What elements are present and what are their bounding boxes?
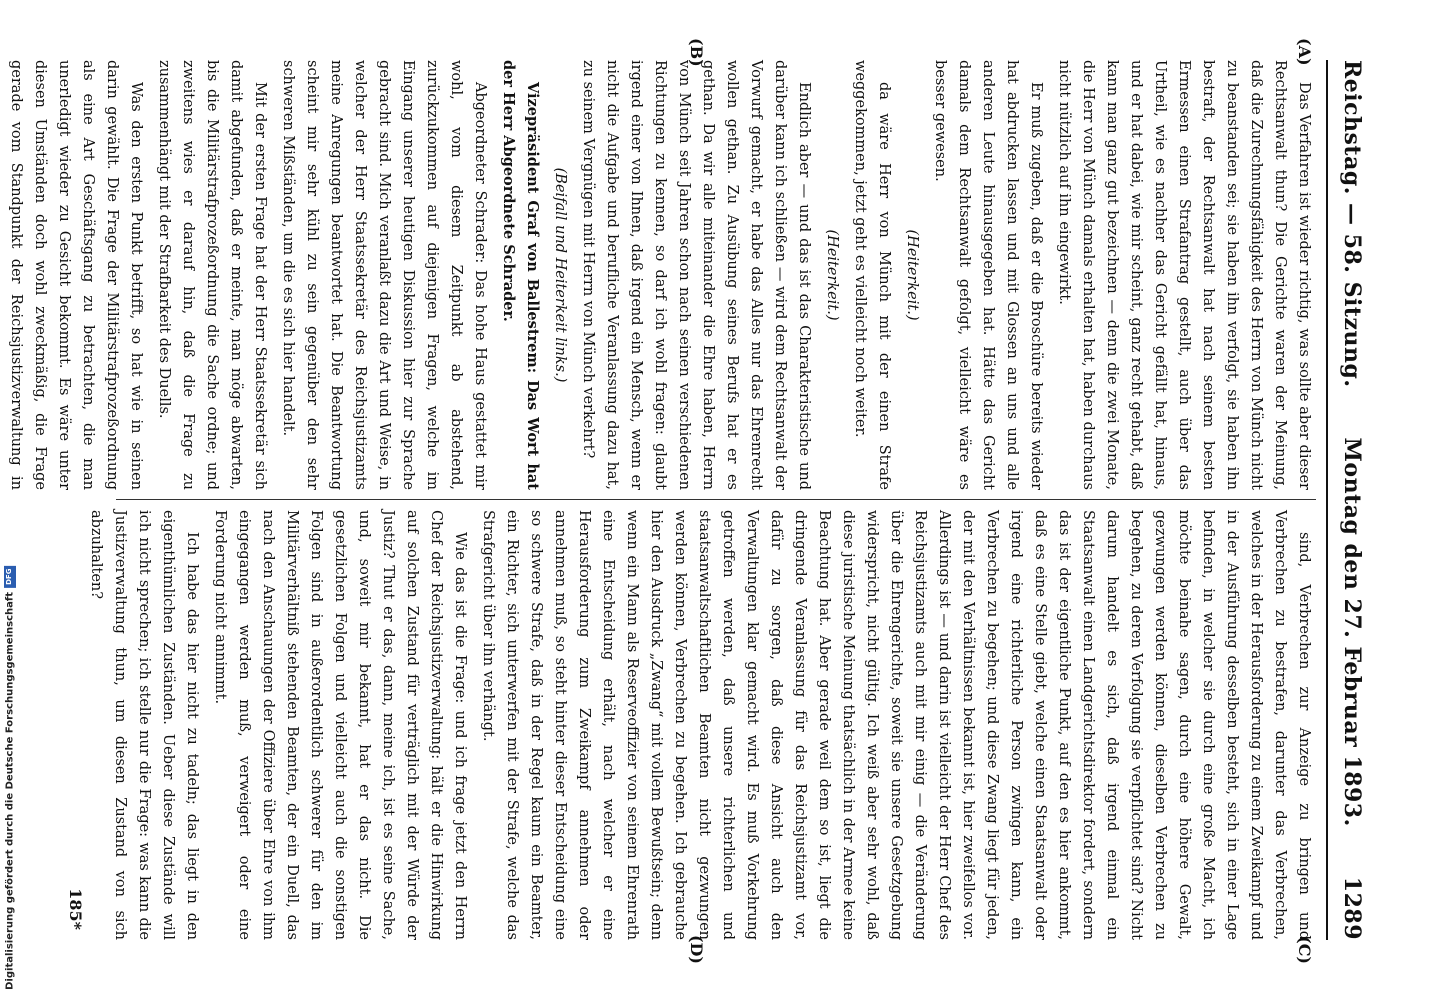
right-column <box>88 510 1316 940</box>
digitization-credit <box>4 566 16 990</box>
paragraph: Mit der ersten Frage hat der Herr Staatssekretär sich damit abgefunden, daß er meinte, man möge abwarten, bis die Militärstrafprozeßordnung die Sache ordne; und zweitens wies er darauf hin, daß die Frage zu zusammenhängt mit der Strafbarkeit des Duells. <box>156 60 268 490</box>
speaker-line: Vizepräsident Graf von Ballestrem: Das Wort hat der Herr Abgeordnete Schrader. <box>500 60 541 490</box>
header-left: Reichstag. — 58. Sitzung. <box>1339 60 1365 388</box>
paragraph: Wie das ist die Frage: und ich frage jetzt den Herrn Chef der Reichsjustizverwaltung: hält er die Hinwirkung auf solchen Zustand für verträglich mit der Würde der Justiz? Thut er das, dann, meine ich, ist es seine Sache, und, soweit mir bekannt, hat er das nicht. Die gesetzlichen Folgen und vielleicht auch die sonstigen Folgen sind in außerordentlich schwerer für den im Militärverhältniß stehenden Beamten, der ein Duell, das nach den Anschauungen der Offiziere über Ehre von ihm eingegangen werden muß, verweigert oder eine Forderung nicht annimmt. <box>212 510 468 940</box>
column-divider <box>116 499 1316 500</box>
left-column <box>8 60 1316 490</box>
paragraph: Ich habe das hier nicht zu tadeln; das liegt in den eigenthümlichen Zuständen. Ueber diese Zustände will ich nicht sprechen; ich stelle nur die Frage: was kann die Justizverwaltung thun, um diesen Zustand von sich abzuhalten? <box>88 510 200 940</box>
page-header <box>1332 60 1372 940</box>
credit-text: Digitalisierung gefördert durch die Deutsche Forschungsgemeinschaft <box>4 592 16 990</box>
paragraph: da wäre Herr von Münch mit der einen Strafe weggekommen, jetzt geht es vielleicht noch weiter. <box>852 60 892 490</box>
paragraph: Abgeordneter Schrader: Das hohe Haus gestattet mir wohl, vom diesem Zeitpunkt ab abstehend, zurückzukommen auf diejenigen Fragen, welche im Eingang unserer heutigen Diskussion hier zur Sprache gebracht sind. Mich veranlaßt dazu die Art und Weise, in welcher der Herr Staatssekretär des Reichsjustizamts meine Anregungen beantwortet hat. Die Beantwortung scheint mir sehr kühl zu sein gegenüber den sehr schweren Mißständen, um die es sich hier handelt. <box>280 60 488 490</box>
paragraph: Endlich aber — und das ist das Charakteristische und darüber kann ich schließen — wird dem Rechtsanwalt der Vorwurf gemacht, er habe das Alles nur das Ehrenrecht wollen gethan. Zu Ausübung seines Berufs hat er es gethan. Da wir alle miteinander die Ehre haben, Herrn von Münch seit Jahren schon nach seinen verschiedenen Richtungen zu kennen, so darf ich wohl fragen: glaubt irgend einer von Ihnen, daß irgend ein Mensch, wenn er nicht die Aufgabe und berufliche Veranlassung dazu hat, zu seinem Vergnügen mit Herrn von Münch verkehrt? <box>580 60 812 490</box>
paragraph: sind, Verbrechen zur Anzeige zu bringen und Verbrechen zu bestrafen, darunter das Verbrechen, welches in der Herausforderung zu einem Zweikampf und in der Ausführung desselben besteht, sich in einer Lage befinden, in welcher sie durch eine große Macht, ich möchte beinahe sagen, durch eine höhere Gewalt, gezwungen werden können, dieselben Verbrechen zu begehen, zu deren Verfolgung sie verpflichtet sind? Nicht darum handelt es sich, daß irgend einmal ein Staatsanwalt einen Landgerichtsdirektor fordert, sondern das ist der eigentliche Punkt, auf den es hier ankommt, daß es eine Stelle giebt, welche einen Staatsanwalt oder irgend eine richterliche Person zwingen kann, ein Verbrechen zu begehen; und diese Zwang liegt für jeden, der mit den Verhältnissen bekannt ist, hier zweifellos vor. Allerdings ist — und darin ist vielleicht der Herr Chef des Reichsjustizamts auch mit mir einig — die Veränderung über die Ehrengerichte, soweit sie unsere Gesetzgebung widerspricht, nicht gültig. Ich weiß aber sehr wohl, daß diese juristische Meinung thatsächlich in der Armee keine Beachtung hat. Aber gerade weil dem so ist, liegt die dringende Veranlassung für das Reichsjustizamt vor, dafür zu sorgen, daß diese Ansicht auch den Verwaltungen klar gemacht wird. Es muß Vorkehrung getroffen werden, daß unsere richterlichen und staatsanwaltschaftlichen Beamten nicht gezwungen werden können, Verbrechen zu begehen. Ich gebrauche hier den Ausdruck „Zwang“ mit vollem Bewußtsein; denn wenn ein Mann als Reserveoffizier von seinem Ehrenrath eine Entscheidung erhält, nach welcher er eine Herausforderung zum Zweikampf annehmen oder annehmen muß, so steht hinter dieser Entscheidung eine so schwere Strafe, daß in der Regel kaum ein Beamter, ein Richter, sich unterwerfen mit der Strafe, welche das Strafgericht über ihn verhängt. <box>480 510 1312 940</box>
marker-d: (D) <box>687 934 706 964</box>
interjection: (Heiterkeit.) <box>824 229 840 321</box>
paragraph: Was den ersten Punkt betrifft, so hat wie in seinen darin gewählt. Die Frage der Militärstrafprozeßordnung als eine Art Geschäftsgang zu betrachten, die man unerledigt wieder zu Gesicht bekommt. Es wäre unter diesen Umständen doch wohl zweckmäßig, die Frage gerade vom Standpunkt der Reichsjustizverwaltung in <box>8 60 144 490</box>
paragraph: Das Verfahren ist wieder richtig, was sollte aber dieser Rechtsanwalt thun? Die Gerichte waren der Meinung, daß die Zurechnungsfähigkeit des Herrn von Münch nicht zu beanstanden sei; sie haben ihn verfolgt, sie haben ihn bestraft, der Rechtsanwalt hat nach seinem besten Ermessen einen Strafantrag gestellt, auch über das Urtheil, wie es nachher das Gericht gefällt hat, hinaus, und er hat dabei, wie mir scheint, ganz recht gehabt, daß kann man ganz gut bezeichnen — denn die zwei Monate, die Herr von Münch damals erhalten hat, haben durchaus nicht nützlich auf ihn eingewirkt. <box>1056 60 1312 490</box>
marker-c: (C) <box>1295 936 1314 964</box>
dfg-logo-icon: DFG <box>4 566 16 588</box>
interjection: (Heiterkeit.) <box>904 229 920 321</box>
interjection: (Beifall und Heiterkeit links.) <box>552 167 568 383</box>
header-rule <box>1326 60 1328 940</box>
signature-mark: 185* <box>66 888 85 930</box>
header-date: Montag den 27. Februar 1893. <box>1339 437 1365 827</box>
marker-a: (A) <box>1295 38 1314 66</box>
page-number: 1289 <box>1339 876 1365 940</box>
marker-b: (B) <box>687 38 706 67</box>
paragraph: Er muß zugeben, daß er die Broschüre bereits wieder hat abdrucken lassen und mit Glossen an uns und alle anderen Leute hinausgegeben hat. Hätte das Gericht damals dem Rechtsanwalt gefolgt, vielleicht wäre es besser gewesen. <box>932 60 1044 490</box>
